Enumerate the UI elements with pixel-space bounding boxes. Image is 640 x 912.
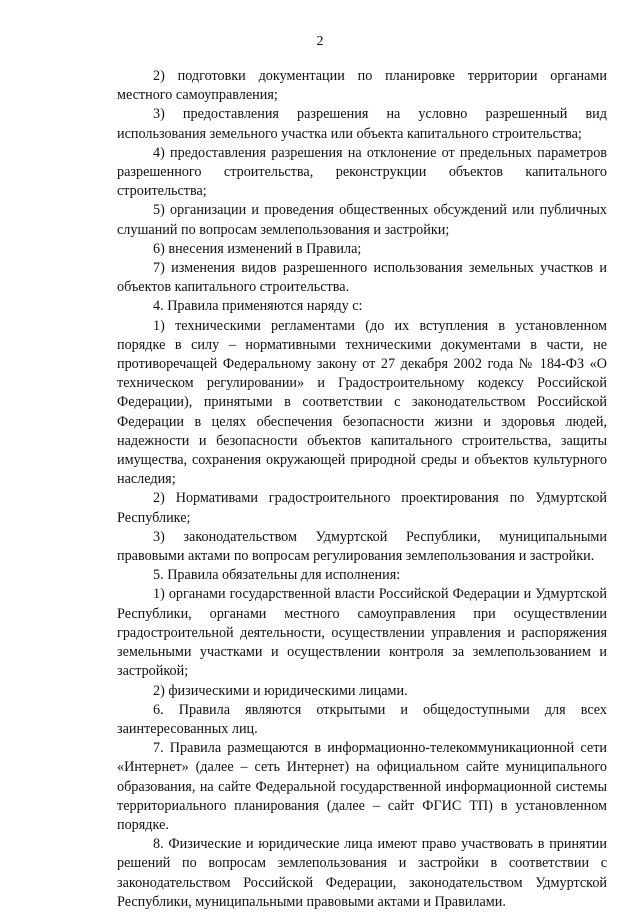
paragraph-item-7-permitted-use-change: 7) изменения видов разрешенного использования земельных участков и объектов капитального строительства. bbox=[117, 260, 607, 296]
paragraph-section-6-open-access: 6. Правила являются открытыми и общедоступными для всех заинтересованных лиц. bbox=[117, 701, 607, 737]
paragraph-technical-regulations: 1) техническими регламентами (до их вступления в установленном порядке в силу – нормативными техническими документами в части, не противоречащей Федеральному закону от 27 декабря 2002 года № 184-ФЗ «О техническом регулировании» и Градостроительному кодексу Российской Федерации), принятыми в соответствии с законодательством Российской Федерации в целях обеспечения безопасности жизни и здоровья людей, надежности и безопасности объектов капитального строительства, защиты имущества, сохранения окружающей природной среды и объектов культурного наследия; bbox=[117, 317, 607, 488]
paragraph-government-bodies: 1) органами государственной власти Российской Федерации и Удмуртской Республики, органами местного самоуправления при осуществлении градостроительной деятельности, осуществлении управления и распоряжения земельными участками и осуществлении контроля за землепользованием и застройкой; bbox=[117, 586, 607, 680]
paragraph-item-2-documentation-planning: 2) подготовки документации по планировке территории органами местного самоуправления; bbox=[117, 68, 607, 104]
paragraph-section-7-publication: 7. Правила размещаются в информационно-телекоммуникационной сети «Интернет» (далее – сеть Интернет) на официальном сайте муниципального образования, на сайте Федеральной государственной информационной системы территориального планирования (далее – сайт ФГИС ТП) в установленном порядке. bbox=[117, 740, 607, 833]
paragraph-item-4-deviation-permit: 4) предоставления разрешения на отклонение от предельных параметров разрешенного строительства, реконструкции объектов капитального строительства; bbox=[117, 144, 607, 200]
paragraph-item-3-conditional-use-permit: 3) предоставления разрешения на условно разрешенный вид использования земельного участка или объекта капитального строительства; bbox=[117, 106, 607, 142]
paragraph-section-5-heading: 5. Правила обязательны для исполнения: bbox=[153, 567, 401, 584]
paragraph-item-6-rule-amendments: 6) внесения изменений в Правила; bbox=[153, 240, 362, 257]
document-body bbox=[117, 67, 607, 912]
paragraph-urban-design-standards: 2) Нормативами градостроительного проектирования по Удмуртской Республике; bbox=[117, 490, 607, 526]
page-number: 2 bbox=[316, 34, 324, 49]
paragraph-udmurt-legislation: 3) законодательством Удмуртской Республики, муниципальными правовыми актами по вопросам регулирования землепользования и застройки. bbox=[117, 528, 607, 565]
paragraph-individuals-legal-entities: 2) физическими и юридическими лицами. bbox=[153, 682, 408, 699]
paragraph-section-8-participation: 8. Физические и юридические лица имеют право участвовать в принятии решений по вопросам землепользования и застройки в соответствии с законодательством Российской Федерации, законодательством Удмуртской Республики, муниципальными правовыми актами и Правилами. bbox=[117, 836, 607, 910]
paragraph-section-4-heading: 4. Правила применяются наряду с: bbox=[153, 298, 363, 315]
paragraph-item-5-public-hearings: 5) организации и проведения общественных обсуждений или публичных слушаний по вопросам землепользования и застройки; bbox=[117, 202, 607, 238]
